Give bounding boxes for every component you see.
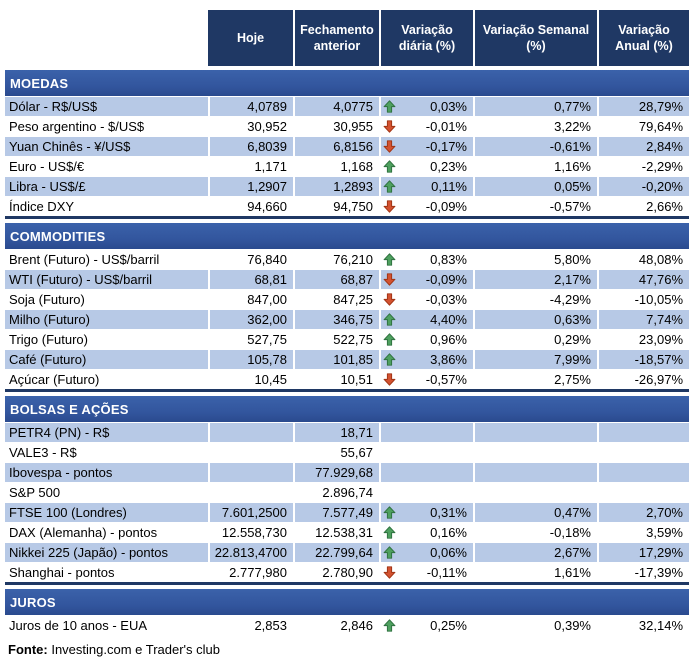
variacao-diaria-value: 0,11% <box>431 179 467 194</box>
variacao-diaria-value: 0,96% <box>430 332 467 347</box>
down-arrow-icon <box>383 292 398 308</box>
variacao-anual-value: 17,29% <box>597 543 689 562</box>
variacao-anual-value: 2,84% <box>597 137 689 156</box>
row-label: VALE3 - R$ <box>9 445 77 460</box>
variacao-anual-value: -18,57% <box>597 350 689 369</box>
variacao-diaria-cell <box>379 137 473 156</box>
variacao-anual-value: 47,76% <box>597 270 689 289</box>
table-row-juros-de-10-anos-eua <box>5 615 689 635</box>
variacao-diaria-cell <box>379 157 473 176</box>
variacao-semanal-value: -0,61% <box>473 137 597 156</box>
variacao-diaria-value: -0,03% <box>425 292 467 307</box>
hoje-value: 1,171 <box>208 157 293 176</box>
variacao-diaria-cell <box>379 523 473 542</box>
variacao-semanal-value: -0,57% <box>473 197 597 216</box>
fechamento-anterior-value: 1,168 <box>293 157 379 176</box>
variacao-anual-value: 28,79% <box>597 97 689 116</box>
variacao-semanal-value: 2,17% <box>473 270 597 289</box>
row-label: DAX (Alemanha) - pontos <box>9 525 158 540</box>
variacao-diaria-cell <box>379 503 473 522</box>
variacao-diaria-cell <box>379 616 473 635</box>
section-title: COMMODITIES <box>10 228 106 244</box>
variacao-anual-value: -10,05% <box>597 290 689 309</box>
row-label: Índice DXY <box>9 199 75 214</box>
row-label: Shanghai - pontos <box>9 565 115 580</box>
hoje-value: 105,78 <box>208 350 293 369</box>
fechamento-anterior-value: 847,25 <box>293 290 379 309</box>
down-arrow-icon <box>383 272 398 288</box>
hoje-value: 30,952 <box>208 117 293 136</box>
variacao-anual-value <box>597 463 689 482</box>
variacao-semanal-value: 0,39% <box>473 616 597 635</box>
row-label: S&P 500 <box>9 485 61 500</box>
hoje-value: 2,853 <box>208 616 293 635</box>
variacao-semanal-value: 0,77% <box>473 97 597 116</box>
variacao-diaria-cell <box>379 463 473 482</box>
table-row-indice-dxy <box>5 196 689 216</box>
variacao-diaria-value: -0,09% <box>425 199 467 214</box>
fechamento-anterior-value: 68,87 <box>293 270 379 289</box>
variacao-semanal-value: 0,29% <box>473 330 597 349</box>
fechamento-anterior-value: 12.538,31 <box>293 523 379 542</box>
row-label: Libra - US$/£ <box>9 179 86 194</box>
table-row-soja-futuro <box>5 289 689 309</box>
table-row-euro-us <box>5 156 689 176</box>
variacao-semanal-value: 1,16% <box>473 157 597 176</box>
up-arrow-icon <box>383 505 398 521</box>
variacao-diaria-value: 0,23% <box>430 159 467 174</box>
column-header-variacao-semanal: Variação Semanal (%) <box>473 10 597 66</box>
section-divider <box>5 582 689 585</box>
down-arrow-icon <box>383 372 398 388</box>
down-arrow-icon <box>383 199 398 215</box>
table-row-yuan-chines-us <box>5 136 689 156</box>
variacao-diaria-cell <box>379 97 473 116</box>
fechamento-anterior-value: 18,71 <box>293 423 379 442</box>
variacao-semanal-value: 0,63% <box>473 310 597 329</box>
variacao-diaria-value: 0,25% <box>430 618 467 633</box>
variacao-anual-value: 3,59% <box>597 523 689 542</box>
row-label: Brent (Futuro) - US$/barril <box>9 252 160 267</box>
source-note <box>5 642 689 657</box>
hoje-value: 6,8039 <box>208 137 293 156</box>
variacao-semanal-value <box>473 423 597 442</box>
hoje-value: 362,00 <box>208 310 293 329</box>
down-arrow-icon <box>383 119 398 135</box>
source-label: Fonte: <box>8 642 48 657</box>
section-title: MOEDAS <box>10 75 69 91</box>
row-label: FTSE 100 (Londres) <box>9 505 127 520</box>
variacao-diaria-cell <box>379 370 473 389</box>
row-label: Juros de 10 anos - EUA <box>9 618 148 633</box>
section-header-commodities <box>5 223 689 249</box>
fechamento-anterior-value: 2,846 <box>293 616 379 635</box>
hoje-value <box>208 423 293 442</box>
up-arrow-icon <box>383 312 398 328</box>
row-label: Yuan Chinês - ¥/US$ <box>9 139 131 154</box>
column-header-row <box>208 10 689 66</box>
variacao-diaria-cell <box>379 250 473 269</box>
fechamento-anterior-value: 22.799,64 <box>293 543 379 562</box>
variacao-anual-value: 32,14% <box>597 616 689 635</box>
row-label: Milho (Futuro) <box>9 312 90 327</box>
section-title: BOLSAS E AÇÕES <box>10 401 129 417</box>
column-header-variacao-diaria: Variação diária (%) <box>379 10 473 66</box>
row-label: Soja (Futuro) <box>9 292 85 307</box>
fechamento-anterior-value: 55,67 <box>293 443 379 462</box>
row-label: Dólar - R$/US$ <box>9 99 98 114</box>
up-arrow-icon <box>383 332 398 348</box>
down-arrow-icon <box>383 565 398 581</box>
variacao-semanal-value: 7,99% <box>473 350 597 369</box>
variacao-anual-value: 2,66% <box>597 197 689 216</box>
variacao-diaria-value: 0,83% <box>430 252 467 267</box>
fechamento-anterior-value: 1,2893 <box>293 177 379 196</box>
section-title: JUROS <box>10 594 56 610</box>
fechamento-anterior-value: 2.780,90 <box>293 563 379 582</box>
variacao-anual-value: 23,09% <box>597 330 689 349</box>
fechamento-anterior-value: 7.577,49 <box>293 503 379 522</box>
table-row-ftse-100-londres <box>5 502 689 522</box>
variacao-anual-value <box>597 443 689 462</box>
fechamento-anterior-value: 76,210 <box>293 250 379 269</box>
variacao-diaria-cell <box>379 310 473 329</box>
variacao-diaria-cell <box>379 443 473 462</box>
table-row-libra-us <box>5 176 689 196</box>
variacao-diaria-cell <box>379 197 473 216</box>
variacao-anual-value: -2,29% <box>597 157 689 176</box>
variacao-diaria-cell <box>379 543 473 562</box>
source-text: Investing.com e Trader's club <box>47 642 221 657</box>
table-row-petr4-pn-r <box>5 422 689 442</box>
fechamento-anterior-value: 77.929,68 <box>293 463 379 482</box>
variacao-diaria-cell <box>379 423 473 442</box>
up-arrow-icon <box>383 525 398 541</box>
hoje-value <box>208 443 293 462</box>
section-header-juros <box>5 589 689 615</box>
variacao-semanal-value: 0,05% <box>473 177 597 196</box>
variacao-diaria-value: -0,11% <box>426 565 467 580</box>
trend-icon-empty <box>383 425 398 441</box>
table-row-s-p-500 <box>5 482 689 502</box>
variacao-diaria-value: -0,57% <box>425 372 467 387</box>
row-label: WTI (Futuro) - US$/barril <box>9 272 153 287</box>
variacao-anual-value: 48,08% <box>597 250 689 269</box>
table-row-wti-futuro-us-barril <box>5 269 689 289</box>
variacao-diaria-value: 0,03% <box>430 99 467 114</box>
up-arrow-icon <box>383 545 398 561</box>
trend-icon-empty <box>383 485 398 501</box>
trend-icon-empty <box>383 445 398 461</box>
hoje-value: 76,840 <box>208 250 293 269</box>
variacao-diaria-value: 0,31% <box>430 505 467 520</box>
variacao-diaria-value: -0,01% <box>425 119 467 134</box>
fechamento-anterior-value: 2.896,74 <box>293 483 379 502</box>
table-row-trigo-futuro <box>5 329 689 349</box>
fechamento-anterior-value: 522,75 <box>293 330 379 349</box>
variacao-anual-value: 79,64% <box>597 117 689 136</box>
table-body <box>5 70 689 635</box>
fechamento-anterior-value: 346,75 <box>293 310 379 329</box>
row-label: Trigo (Futuro) <box>9 332 88 347</box>
variacao-diaria-cell <box>379 563 473 582</box>
section-divider <box>5 216 689 219</box>
fechamento-anterior-value: 30,955 <box>293 117 379 136</box>
up-arrow-icon <box>383 159 398 175</box>
variacao-diaria-value: -0,17% <box>425 139 467 154</box>
variacao-diaria-value: -0,09% <box>425 272 467 287</box>
variacao-diaria-value: 3,86% <box>430 352 467 367</box>
hoje-value: 10,45 <box>208 370 293 389</box>
fechamento-anterior-value: 6,8156 <box>293 137 379 156</box>
section-divider <box>5 389 689 392</box>
table-row-dolar-r-us <box>5 96 689 116</box>
variacao-anual-value: 7,74% <box>597 310 689 329</box>
hoje-value: 847,00 <box>208 290 293 309</box>
table-row-cafe-futuro <box>5 349 689 369</box>
variacao-semanal-value: 2,67% <box>473 543 597 562</box>
variacao-anual-value: -0,20% <box>597 177 689 196</box>
row-label: Peso argentino - $/US$ <box>9 119 145 134</box>
trend-icon-empty <box>383 465 398 481</box>
variacao-diaria-value: 0,06% <box>430 545 467 560</box>
variacao-semanal-value: 2,75% <box>473 370 597 389</box>
hoje-value: 527,75 <box>208 330 293 349</box>
section-header-moedas <box>5 70 689 96</box>
variacao-anual-value <box>597 483 689 502</box>
variacao-anual-value: -17,39% <box>597 563 689 582</box>
table-row-shanghai-pontos <box>5 562 689 582</box>
row-label: Nikkei 225 (Japão) - pontos <box>9 545 168 560</box>
fechamento-anterior-value: 10,51 <box>293 370 379 389</box>
variacao-diaria-cell <box>379 117 473 136</box>
variacao-semanal-value: 0,47% <box>473 503 597 522</box>
fechamento-anterior-value: 94,750 <box>293 197 379 216</box>
variacao-anual-value: -26,97% <box>597 370 689 389</box>
variacao-semanal-value: -4,29% <box>473 290 597 309</box>
hoje-value: 68,81 <box>208 270 293 289</box>
column-header-variacao-anual: Variação Anual (%) <box>597 10 689 66</box>
section-header-bolsas-e-acoes <box>5 396 689 422</box>
hoje-value: 94,660 <box>208 197 293 216</box>
fechamento-anterior-value: 4,0775 <box>293 97 379 116</box>
row-label: PETR4 (PN) - R$ <box>9 425 110 440</box>
up-arrow-icon <box>383 252 398 268</box>
table-row-vale3-r <box>5 442 689 462</box>
variacao-diaria-cell <box>379 290 473 309</box>
hoje-value <box>208 463 293 482</box>
variacao-anual-value: 2,70% <box>597 503 689 522</box>
variacao-semanal-value <box>473 483 597 502</box>
up-arrow-icon <box>383 179 398 195</box>
variacao-semanal-value <box>473 463 597 482</box>
variacao-semanal-value: 5,80% <box>473 250 597 269</box>
variacao-diaria-cell <box>379 177 473 196</box>
table-row-brent-futuro-us-barril <box>5 249 689 269</box>
hoje-value: 22.813,4700 <box>208 543 293 562</box>
table-row-dax-alemanha-pontos <box>5 522 689 542</box>
fechamento-anterior-value: 101,85 <box>293 350 379 369</box>
up-arrow-icon <box>383 618 398 634</box>
hoje-value: 12.558,730 <box>208 523 293 542</box>
variacao-anual-value <box>597 423 689 442</box>
variacao-diaria-cell <box>379 330 473 349</box>
hoje-value: 1,2907 <box>208 177 293 196</box>
down-arrow-icon <box>383 139 398 155</box>
variacao-diaria-cell <box>379 483 473 502</box>
variacao-semanal-value: -0,18% <box>473 523 597 542</box>
column-header-fechamento: Fechamento anterior <box>293 10 379 66</box>
hoje-value <box>208 483 293 502</box>
variacao-diaria-value: 0,16% <box>430 525 467 540</box>
hoje-value: 7.601,2500 <box>208 503 293 522</box>
row-label: Euro - US$/€ <box>9 159 85 174</box>
row-label: Ibovespa - pontos <box>9 465 113 480</box>
variacao-semanal-value <box>473 443 597 462</box>
row-label: Café (Futuro) <box>9 352 87 367</box>
hoje-value: 2.777,980 <box>208 563 293 582</box>
variacao-diaria-cell <box>379 270 473 289</box>
hoje-value: 4,0789 <box>208 97 293 116</box>
table-row-peso-argentino-us <box>5 116 689 136</box>
up-arrow-icon <box>383 99 398 115</box>
variacao-diaria-cell <box>379 350 473 369</box>
table-row-ibovespa-pontos <box>5 462 689 482</box>
table-row-acucar-futuro <box>5 369 689 389</box>
table-row-nikkei-225-japao-pontos <box>5 542 689 562</box>
column-header-hoje: Hoje <box>208 10 293 66</box>
variacao-semanal-value: 1,61% <box>473 563 597 582</box>
variacao-diaria-value: 4,40% <box>430 312 467 327</box>
variacao-semanal-value: 3,22% <box>473 117 597 136</box>
up-arrow-icon <box>383 352 398 368</box>
table-row-milho-futuro <box>5 309 689 329</box>
row-label: Açúcar (Futuro) <box>9 372 100 387</box>
